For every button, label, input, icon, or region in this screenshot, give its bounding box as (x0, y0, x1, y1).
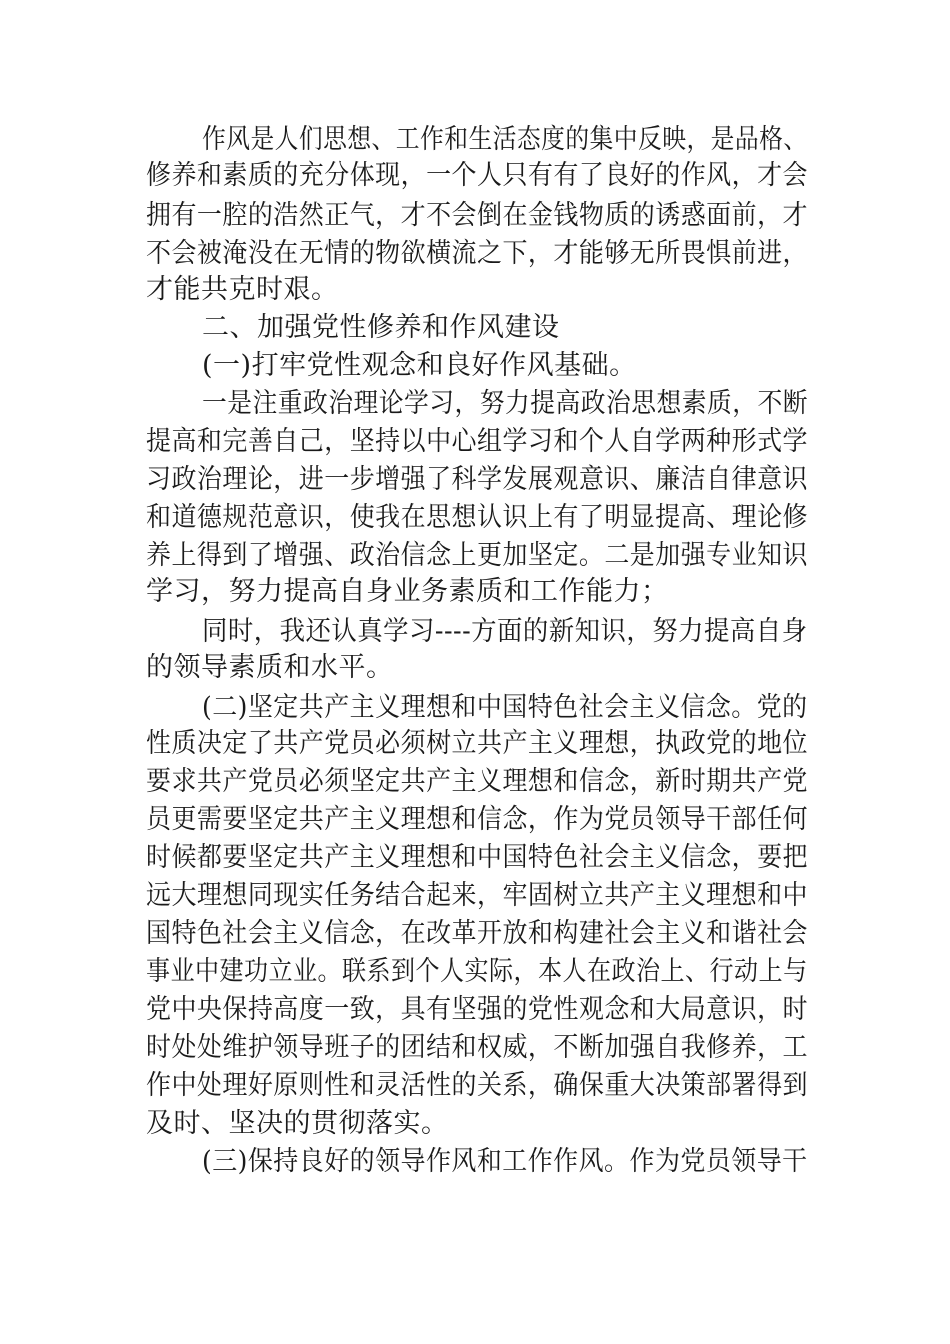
subsection-heading: (一)打牢党性观念和良好作风基础。 (202, 350, 637, 381)
text-line: 及时、坚决的贯彻落实。 (146, 1108, 449, 1139)
text-line: 养上得到了增强、政治信念上更加坚定。二是加强专业知识 (146, 540, 809, 571)
text-line: 作风是人们思想、工作和生活态度的集中反映，是品格、 (202, 124, 808, 155)
text-line: 性质决定了共产党员必须树立共产主义理想，执政党的地位 (146, 728, 809, 759)
text-line: 党中央保持高度一致，具有坚强的党性观念和大局意识，时 (146, 994, 809, 1025)
text-line: 一是注重政治理论学习，努力提高政治思想素质，不断 (202, 388, 809, 419)
text-line: 事业中建功立业。联系到个人实际，本人在政治上、行动上与 (146, 956, 808, 987)
text-line: 修养和素质的充分体现，一个人只有有了良好的作风，才会 (146, 160, 809, 191)
text-line: 不会被淹没在无情的物欲横流之下，才能够无所畏惧前进， (146, 238, 809, 269)
text-line: 远大理想同现实任务结合起来，牢固树立共产主义理想和中 (146, 880, 809, 911)
text-line: 要求共产党员必须坚定共产主义理想和信念，新时期共产党 (146, 766, 809, 797)
subsection-heading: (二)坚定共产主义理想和中国特色社会主义信念。党的 (202, 692, 808, 723)
text-line: 拥有一腔的浩然正气，才不会倒在金钱物质的诱惑面前，才 (146, 200, 809, 231)
text-line: 同时，我还认真学习----方面的新知识，努力提高自身 (202, 616, 808, 647)
section-heading: 二、加强党性修养和作风建设 (202, 312, 560, 343)
text-line: 和道德规范意识，使我在思想认识上有了明显提高、理论修 (146, 502, 809, 533)
subsection-heading: (三)保持良好的领导作风和工作作风。作为党员领导干 (202, 1146, 808, 1177)
text-line: 学习，努力提高自身业务素质和工作能力； (146, 576, 669, 607)
text-line: 时候都要坚定共产主义理想和中国特色社会主义信念，要把 (146, 842, 809, 873)
text-line: 习政治理论，进一步增强了科学发展观意识、廉洁自律意识 (146, 464, 809, 495)
text-line: 员更需要坚定共产主义理想和信念，作为党员领导干部任何 (146, 804, 809, 835)
text-line: 时处处维护领导班子的团结和权威，不断加强自我修养，工 (146, 1032, 809, 1063)
text-line: 才能共克时艰。 (146, 274, 339, 305)
text-line: 国特色社会主义信念，在改革开放和构建社会主义和谐社会 (146, 918, 809, 949)
text-line: 的领导素质和水平。 (146, 652, 394, 683)
text-line: 作中处理好原则性和灵活性的关系，确保重大决策部署得到 (146, 1070, 809, 1101)
text-line: 提高和完善自己，坚持以中心组学习和个人自学两种形式学 (146, 426, 809, 457)
